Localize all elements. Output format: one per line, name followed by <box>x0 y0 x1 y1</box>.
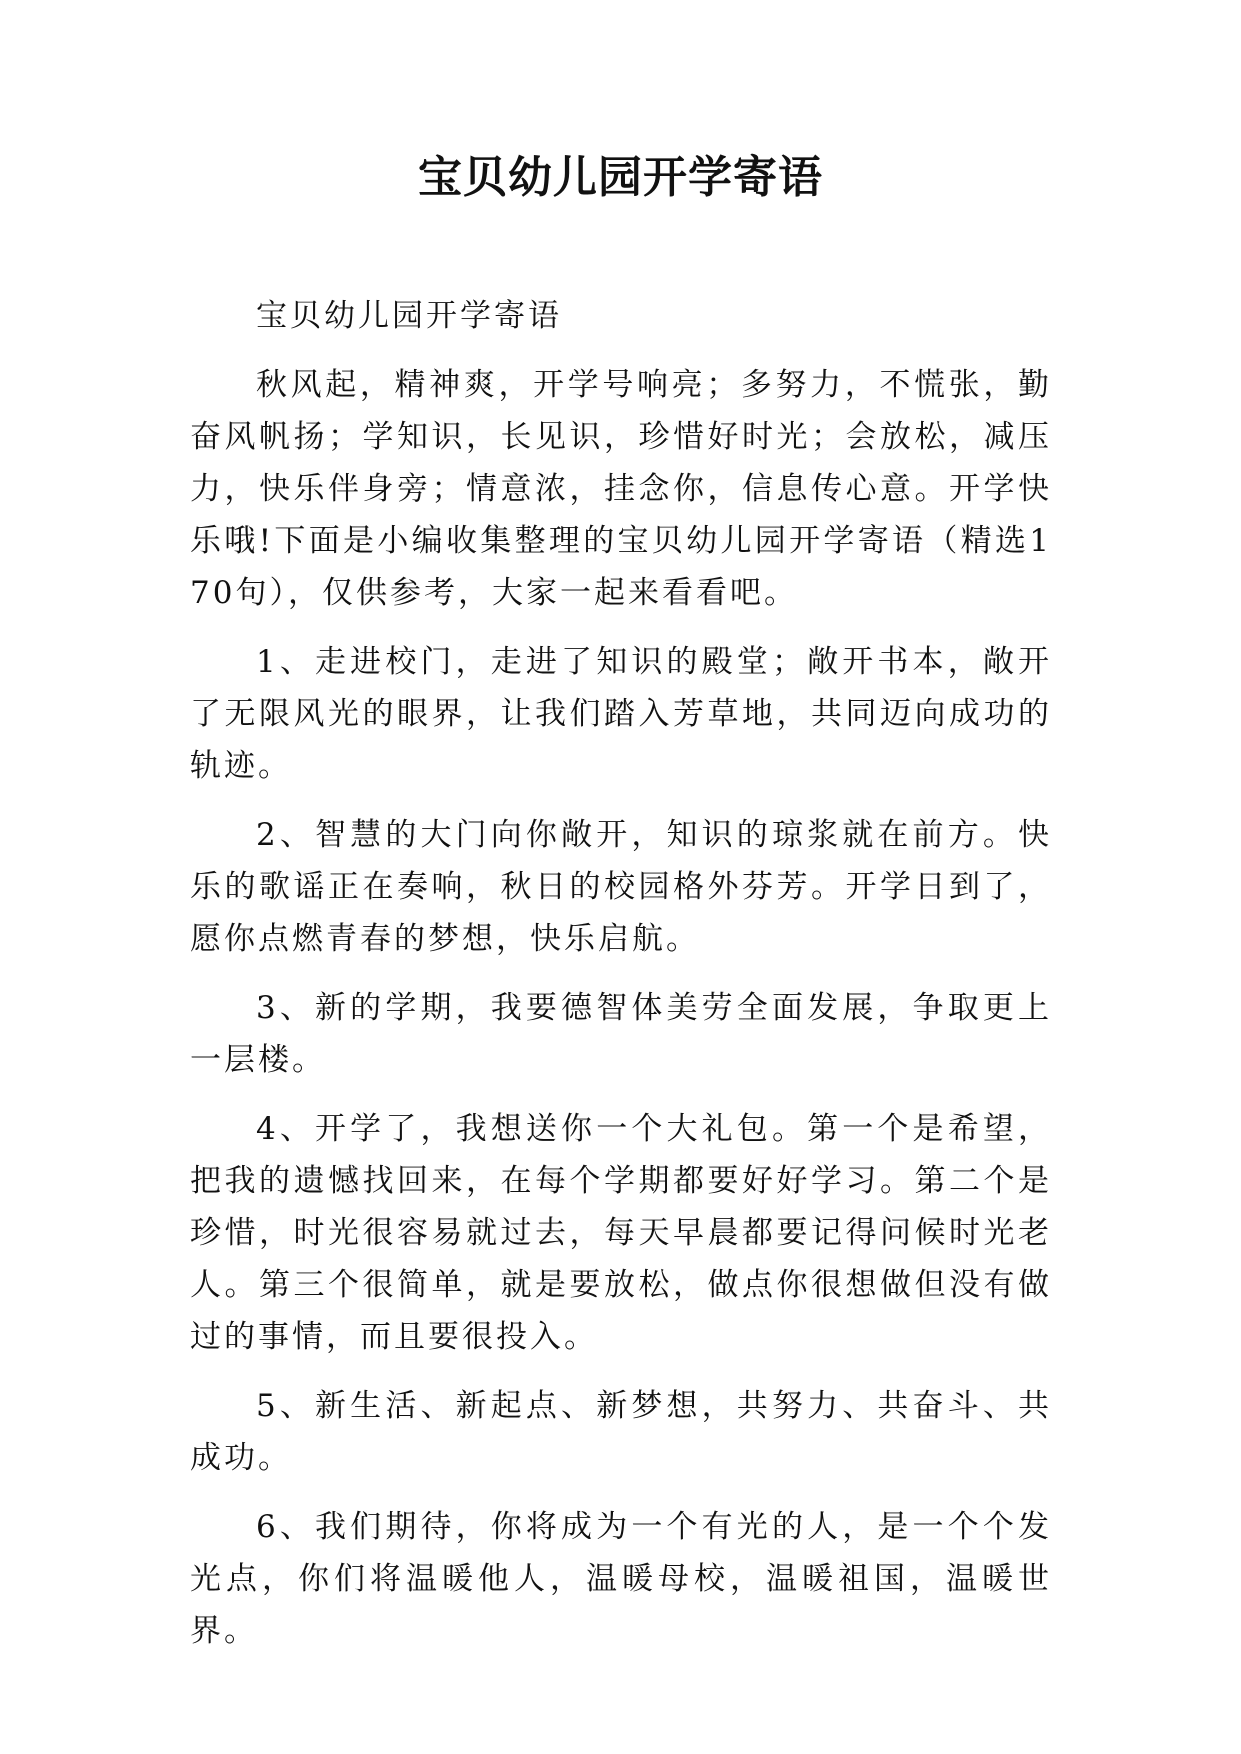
intro-paragraph: 秋风起，精神爽，开学号响亮；多努力，不慌张，勤奋风帆扬；学知识，长见识，珍惜好时光；会放松，减压力，快乐伴身旁；情意浓，挂念你，信息传心意。开学快乐哦!下面是小编收集整理的宝贝幼儿园开学寄语（精选170句），仅供参考，大家一起来看看吧。 <box>190 367 1052 611</box>
document-body <box>190 290 1052 1674</box>
list-item-4: 4、开学了，我想送你一个大礼包。第一个是希望，把我的遗憾找回来，在每个学期都要好好学习。第二个是珍惜，时光很容易就过去，每天早晨都要记得问候时光老人。第三个很简单，就是要放松，做点你很想做但没有做过的事情，而且要很投入。 <box>190 1111 1052 1355</box>
list-item-3: 3、新的学期，我要德智体美劳全面发展，争取更上一层楼。 <box>190 990 1052 1078</box>
document-subtitle: 宝贝幼儿园开学寄语 <box>256 298 562 334</box>
document-title: 宝贝幼儿园开学寄语 <box>418 152 823 203</box>
list-item-1: 1、走进校门，走进了知识的殿堂；敞开书本，敞开了无限风光的眼界，让我们踏入芳草地，共同迈向成功的轨迹。 <box>190 644 1052 784</box>
list-item-6: 6、我们期待，你将成为一个有光的人，是一个个发光点，你们将温暖他人，温暖母校，温暖祖国，温暖世界。 <box>190 1509 1052 1649</box>
list-item-2: 2、智慧的大门向你敞开，知识的琼浆就在前方。快乐的歌谣正在奏响，秋日的校园格外芬芳。开学日到了，愿你点燃青春的梦想，快乐启航。 <box>190 817 1052 957</box>
list-item-5: 5、新生活、新起点、新梦想，共努力、共奋斗、共成功。 <box>190 1388 1052 1476</box>
